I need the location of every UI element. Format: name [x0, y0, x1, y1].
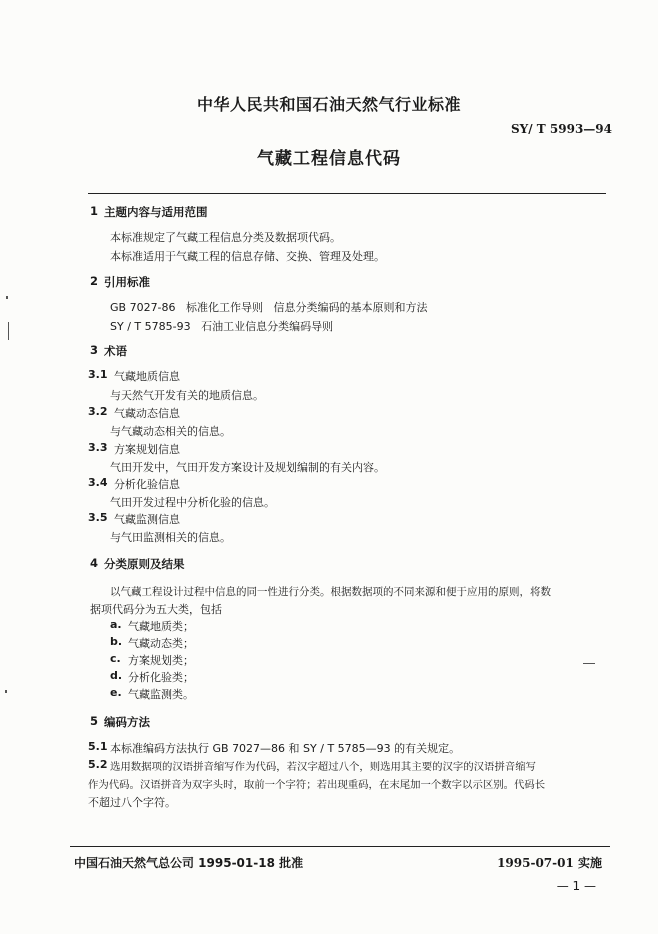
term-definition: 气田开发过程中分析化验的信息。	[110, 496, 275, 509]
page-number: — 1 —	[556, 879, 596, 893]
category-item: 方案规划类；	[128, 654, 194, 667]
section-1-title: 主题内容与适用范围	[104, 205, 208, 219]
scan-speck	[8, 322, 9, 340]
term-name: 气藏监测信息	[114, 513, 180, 526]
section-4-number: 4	[90, 556, 99, 570]
scan-speck	[6, 296, 8, 299]
reference-gb7027: GB 7027-86 标准化工作导则 信息分类编码的基本原则和方法	[110, 301, 428, 314]
section-2-title: 引用标准	[104, 275, 150, 289]
term-name: 气藏动态信息	[114, 407, 180, 420]
section-5-title: 编码方法	[104, 715, 150, 729]
clause-text: 选用数据项的汉语拼音缩写作为代码，若汉字超过八个，则选用其主要的汉字的汉语拼音缩写	[110, 761, 537, 773]
term-name: 方案规划信息	[114, 443, 180, 456]
category-item: 分析化验类；	[128, 671, 194, 684]
scan-speck	[583, 663, 595, 664]
category-marker: c.	[110, 652, 121, 665]
section-1-paragraph: 本标准规定了气藏工程信息分类及数据项代码。	[110, 231, 341, 244]
term-name: 分析化验信息	[114, 478, 180, 491]
section-4-title: 分类原则及结果	[104, 557, 185, 571]
category-marker: e.	[110, 686, 122, 699]
section-3-number: 3	[90, 343, 99, 357]
category-item: 气藏动态类；	[128, 637, 194, 650]
standard-code: SY/ T 5993—94	[511, 122, 612, 136]
clause-text: 不超过八个字符。	[88, 796, 176, 809]
term-number: 3.2	[88, 405, 108, 418]
header-rule	[88, 193, 606, 194]
clause-number: 5.1	[88, 740, 108, 753]
section-3-title: 术语	[104, 344, 127, 358]
term-number: 3.1	[88, 368, 108, 381]
category-marker: d.	[110, 669, 123, 682]
implementation-date: 1995-07-01 实施	[497, 856, 602, 870]
category-marker: b.	[110, 635, 123, 648]
term-name: 气藏地质信息	[114, 370, 180, 383]
clause-text: 本标准编码方法执行 GB 7027—86 和 SY / T 5785—93 的有关规定。	[110, 742, 461, 755]
reference-syt5785: SY / T 5785-93 石油工业信息分类编码导则	[110, 320, 334, 333]
approval-line: 中国石油天然气总公司 1995-01-18 批准	[74, 856, 304, 870]
term-definition: 气田开发中，气田开发方案设计及规划编制的有关内容。	[110, 461, 385, 474]
section-1-number: 1	[90, 204, 99, 218]
term-number: 3.4	[88, 476, 108, 489]
section-4-paragraph: 据项代码分为五大类，包括	[90, 603, 222, 616]
category-item: 气藏监测类。	[128, 688, 194, 701]
scan-speck	[5, 690, 7, 693]
term-definition: 与气田监测相关的信息。	[110, 531, 231, 544]
section-1-paragraph: 本标准适用于气藏工程的信息存储、交换、管理及处理。	[110, 250, 385, 263]
term-definition: 与气藏动态相关的信息。	[110, 425, 231, 438]
clause-text: 作为代码。汉语拼音为双字头时，取前一个字符；若出现重码，在末尾加一个数字以示区别。代码长	[88, 779, 546, 791]
term-number: 3.5	[88, 511, 108, 524]
issuing-organization: 中华人民共和国石油天然气行业标准	[196, 95, 461, 114]
section-2-number: 2	[90, 274, 99, 288]
section-4-paragraph: 以气藏工程设计过程中信息的同一性进行分类。根据数据项的不同来源和便于应用的原则，将数	[110, 586, 551, 598]
category-item: 气藏地质类；	[128, 620, 194, 633]
term-number: 3.3	[88, 441, 108, 454]
term-definition: 与天然气开发有关的地质信息。	[110, 389, 264, 402]
category-marker: a.	[110, 618, 122, 631]
section-5-number: 5	[90, 714, 99, 728]
document-title: 气藏工程信息代码	[257, 149, 401, 169]
footer-rule	[70, 846, 610, 847]
clause-number: 5.2	[88, 758, 108, 771]
